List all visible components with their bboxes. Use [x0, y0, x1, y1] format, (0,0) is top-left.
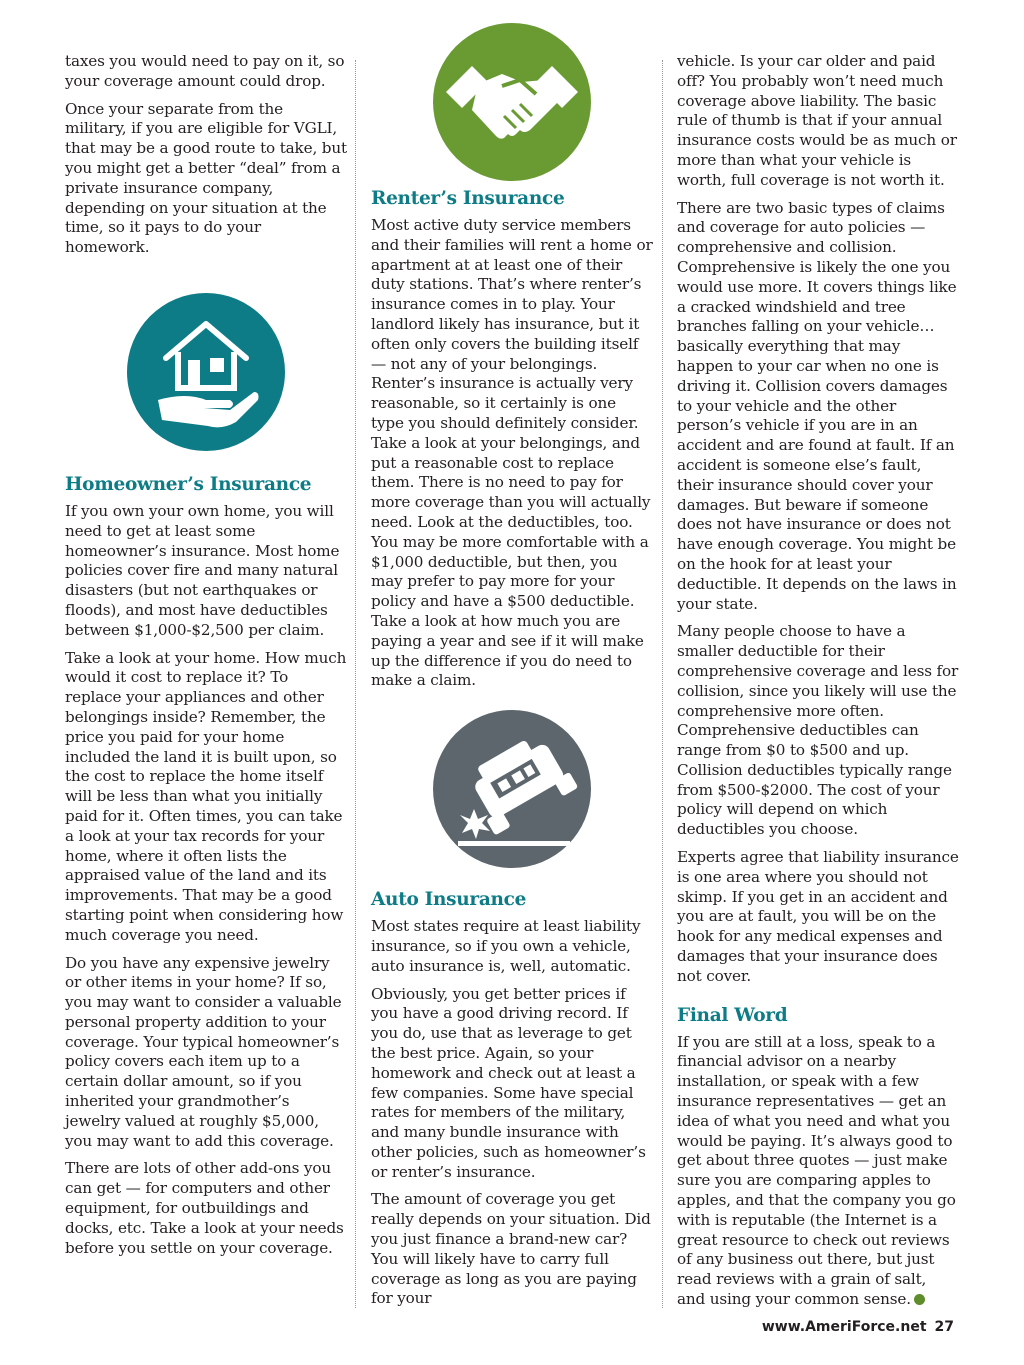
paragraph: taxes you would need to pay on it, so your coverage amount could drop.: [65, 52, 345, 90]
page-footer: [762, 1319, 954, 1335]
paragraph: Take a look at your home. How much would it cost to replace it? To replace your appliances and other belongings inside? Remember, the price you paid for your home included the land it is built upon, so the cost to replace the home itself will be less than what you initially paid for it. Often times, you can take a look at your tax records for your home, where it often lists the appraised value of the land and its improvements. That may be a good starting point when considering how much coverage you need.: [65, 648, 347, 944]
page-number: 27: [934, 1319, 954, 1335]
house-in-hand-icon: [126, 292, 286, 452]
handshake-icon: [432, 22, 592, 182]
final-text: If you are still at a loss, speak to a financial advisor on a nearby installation, or speak with a few insurance representatives — get an idea of what you need and what you would be paying. It’s always good to get about three quotes — just make sure you are comparing apples to apples, and that the company you go with is reputable (the Internet is a great resource to check out reviews of any business out there, but just read reviews with a grain of salt, and using your common sense.: [677, 1032, 956, 1309]
paragraph: Obviously, you get better prices if you have a good driving record. If you do, use that as leverage to get the best price. Again, so your homework and check out at least a few companies. Some have special rates for members of the military, and many bundle insurance with other policies, such as homeowner’s or renter’s insurance.: [371, 984, 646, 1181]
section-title-renters: Renter’s Insurance: [371, 188, 565, 209]
footer-url: www.AmeriForce.net: [761, 1319, 927, 1335]
paragraph: Experts agree that liability insurance is one area where you should not skimp. If you get in an accident and you are at fault, you will be on the hook for any medical expenses and damages that your insurance does not cover.: [677, 848, 959, 985]
end-mark-icon: [914, 1294, 925, 1305]
car-crash-icon: [432, 709, 592, 869]
column-divider-2: [662, 60, 663, 1308]
paragraph: Many people choose to have a smaller deductible for their comprehensive coverage and less for collision, since you likely will use the comprehensive more often. Comprehensive deductibles can range from $0 to $500 and up. Collision deductibles typically range from $500-$2000. The cost of your policy will depend on which deductibles you choose.: [677, 622, 959, 839]
paragraph: vehicle. Is your car older and paid off? You probably won’t need much coverage above liability. The basic rule of thumb is that if your annual insurance costs would be as much or more than what your vehicle is worth, full coverage is not worth it.: [677, 52, 957, 189]
paragraph: Once your separate from the military, if you are eligible for VGLI, that may be a good route to take, but you might get a better “deal” from a private insurance company, depending on your situation at the time, so it pays to do your homework.: [65, 99, 347, 257]
paragraph: Most states require at least liability insurance, so if you own a vehicle, auto insurance is, well, automatic.: [371, 917, 641, 975]
paragraph: There are lots of other add-ons you can get — for computers and other equipment, for outbuildings and docks, etc. Take a look at your needs before you settle on your coverage.: [65, 1159, 344, 1257]
paragraph: The amount of coverage you get really depends on your situation. Did you just finance a brand-new car? You will likely have to carry full coverage as long as you are paying for your: [371, 1190, 651, 1308]
section-title-homeowners: Homeowner’s Insurance: [65, 473, 312, 495]
paragraph: There are two basic types of claims and coverage for auto policies — comprehensive and collision. Comprehensive is likely the one you would use more. It covers things like a cracked windshield and tree branches falling on your vehicle… basically everything that may happen to your car when no one is driving it. Collision covers damages to your vehicle and the other person’s vehicle if you are in an accident and are found at fault. If an accident is someone else’s fault, their insurance should cover your damages. But beware if someone does not have insurance or does not have enough coverage. You might be on the hook for at least your deductible. It depends on the laws in your state.: [677, 198, 957, 613]
paragraph-final: [677, 1033, 959, 1310]
column-3: [677, 52, 959, 1318]
paragraph: If you own your own home, you will need to get at least some homeowner’s insurance. Most home policies cover fire and many natural disasters (but not earthquakes or floods), and most have deductibles between $1,000-$2,500 per claim.: [65, 501, 340, 639]
section-title-final-word: Final Word: [677, 1004, 788, 1026]
column-divider-1: [355, 60, 356, 1308]
paragraph: Most active duty service members and their families will rent a home or apartment at at least one of their duty stations. That’s where renter’s insurance comes in to play. Your landlord likely has insurance, but it often only covers the building itself — not any of your belongings. Renter’s insurance is actually very reasonable, so it certainly is one type you should definitely consider. Take a look at your belongings, and put a reasonable cost to replace them. There is no need to pay for more coverage than you will actually need. Look at the deductibles, too. You may be more comfortable with a $1,000 deductible, but then, you may prefer to pay more for your policy and have a $500 deductible. Take a look at how much you are paying a year and see if it will make up the difference if you do need to make a claim.: [371, 216, 653, 690]
column-2: [371, 52, 653, 1317]
paragraph: Do you have any expensive jewelry or other items in your home? If so, you may want to consider a valuable personal property addition to your coverage. Your typical homeowner’s policy covers each item up to a certain dollar amount, so if you inherited your grandmother’s jewelry valued at roughly $5,000, you may want to add this coverage.: [65, 953, 342, 1150]
column-1: [65, 52, 347, 1266]
section-title-auto: Auto Insurance: [371, 889, 527, 911]
